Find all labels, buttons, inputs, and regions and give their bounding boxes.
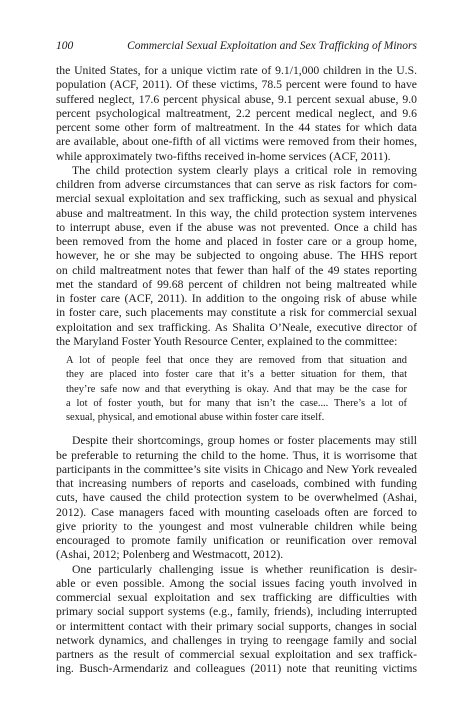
text-line: network dynamics, and challenges in trying to reengage family and social — [56, 633, 417, 647]
text-line: Despite their shortcomings, group homes or foster placements may still — [72, 434, 417, 448]
text-line: on child maltreatment notes that fewer than half of the 49 states reporting — [56, 263, 417, 277]
paragraph-4 — [56, 563, 417, 677]
running-title: Commercial Sexual Exploitation and Sex Trafficking of Minors — [127, 40, 417, 52]
quote-line: they are placed into foster care that it’s a better situation for them, that — [66, 369, 407, 381]
text-line: percent some other form of maltreatment. In the 44 states for which data — [56, 121, 417, 134]
text-line: percent psychological maltreatment, 2.2 percent medical neglect, and 9.6 — [56, 106, 417, 120]
text-line: mercial sexual exploitation and sex trafficking, such as sexual and physical — [56, 192, 417, 206]
text-line: abuse and maltreatment. In this way, the child protection system intervenes — [56, 206, 417, 220]
paragraph-1 — [56, 64, 417, 164]
page-number: 100 — [56, 40, 74, 52]
text-line: ing. Busch-Armendariz and colleagues (2011) note that reuniting victims — [56, 662, 417, 676]
text-line: or intermittent contact with their primary social supports, changes in social — [56, 619, 417, 633]
text-line: met the standard of 99.68 percent of children not being maltreated while — [56, 277, 417, 291]
text-line: commercial sexual exploitation and sex trafficking are difficulties with — [56, 591, 417, 605]
paragraph-2 — [56, 164, 417, 349]
text-line: suffered neglect, 17.6 percent physical abuse, 9.1 percent sexual abuse, 9.0 — [56, 92, 417, 106]
text-line: been removed from the home and placed in foster care or a group home, — [56, 235, 417, 248]
text-line: partners as the result of commercial sexual exploitation and sex traffick- — [56, 648, 417, 662]
text-line: participants in the committee’s site visits in Chicago and New York revealed — [56, 462, 417, 476]
text-line: while approximately two-fifths received in-home services (ACF, 2011). — [56, 149, 391, 163]
text-line: exploitation and sex trafficking. As Shalita O’Neale, executive director of — [56, 320, 417, 334]
text-line: encouraged to promote family unification or reunification over removal — [56, 534, 417, 548]
text-line: the United States, for a unique victim rate of 9.1/1,000 children in the U.S. — [56, 64, 417, 77]
text-line: in foster care (ACF, 2011). In addition to the ongoing risk of abuse while — [56, 292, 417, 305]
page-header — [56, 38, 417, 54]
text-line: able or even possible. Among the social issues facing youth involved in — [56, 576, 417, 590]
text-line: 2012). Case managers faced with mounting caseloads often are forced to — [56, 505, 417, 519]
text-line: be preferable to returning the child to the home. Thus, it is worrisome that — [56, 448, 417, 462]
text-line: children from adverse circumstances that can serve as risk factors for com- — [56, 178, 417, 191]
text-line: that increasing numbers of reports and caseloads, combined with funding — [56, 477, 417, 491]
text-line: in foster care, such placements may constitute a risk for commercial sexual — [56, 306, 417, 320]
text-line: population (ACF, 2011). Of these victims, 78.5 percent were found to have — [56, 78, 417, 92]
text-line: primary social support systems (e.g., family, friends), including interrupted — [56, 605, 417, 619]
quote-line: sexual, physical, and emotional abuse within foster care itself. — [66, 412, 325, 424]
text-line: however, he or she may be subjected to ongoing abuse. The HHS report — [56, 249, 417, 263]
body-text — [56, 64, 417, 677]
quote-line: a lot of foster youth, but for many that isn’t the case.... There’s a lot of — [66, 397, 407, 409]
block-quote — [66, 354, 407, 425]
paragraph-3 — [56, 434, 417, 562]
text-line: are available, about one-fifth of all victims were removed from their homes, — [56, 135, 417, 149]
text-line: give priority to the youngest and most vulnerable children while being — [56, 519, 417, 533]
text-line: The child protection system clearly plays a critical role in removing — [72, 163, 417, 177]
text-line: to interrupt abuse, even if the abuse was not prevented. Once a child has — [56, 220, 417, 234]
text-line: (Ashai, 2012; Polenberg and Westmacott, 2012). — [56, 548, 284, 562]
text-line: One particularly challenging issue is whether reunification is desir- — [72, 562, 417, 576]
text-line: the Maryland Foster Youth Resource Center, explained to the committee: — [56, 334, 398, 348]
quote-line: A lot of people feel that once they are removed from that situation and — [66, 355, 407, 366]
text-line: cuts, have caused the child protection system to be overwhelmed (Ashai, — [56, 491, 417, 505]
quote-line: they’re safe now and that everything is okay. And that may be the case for — [66, 383, 407, 395]
